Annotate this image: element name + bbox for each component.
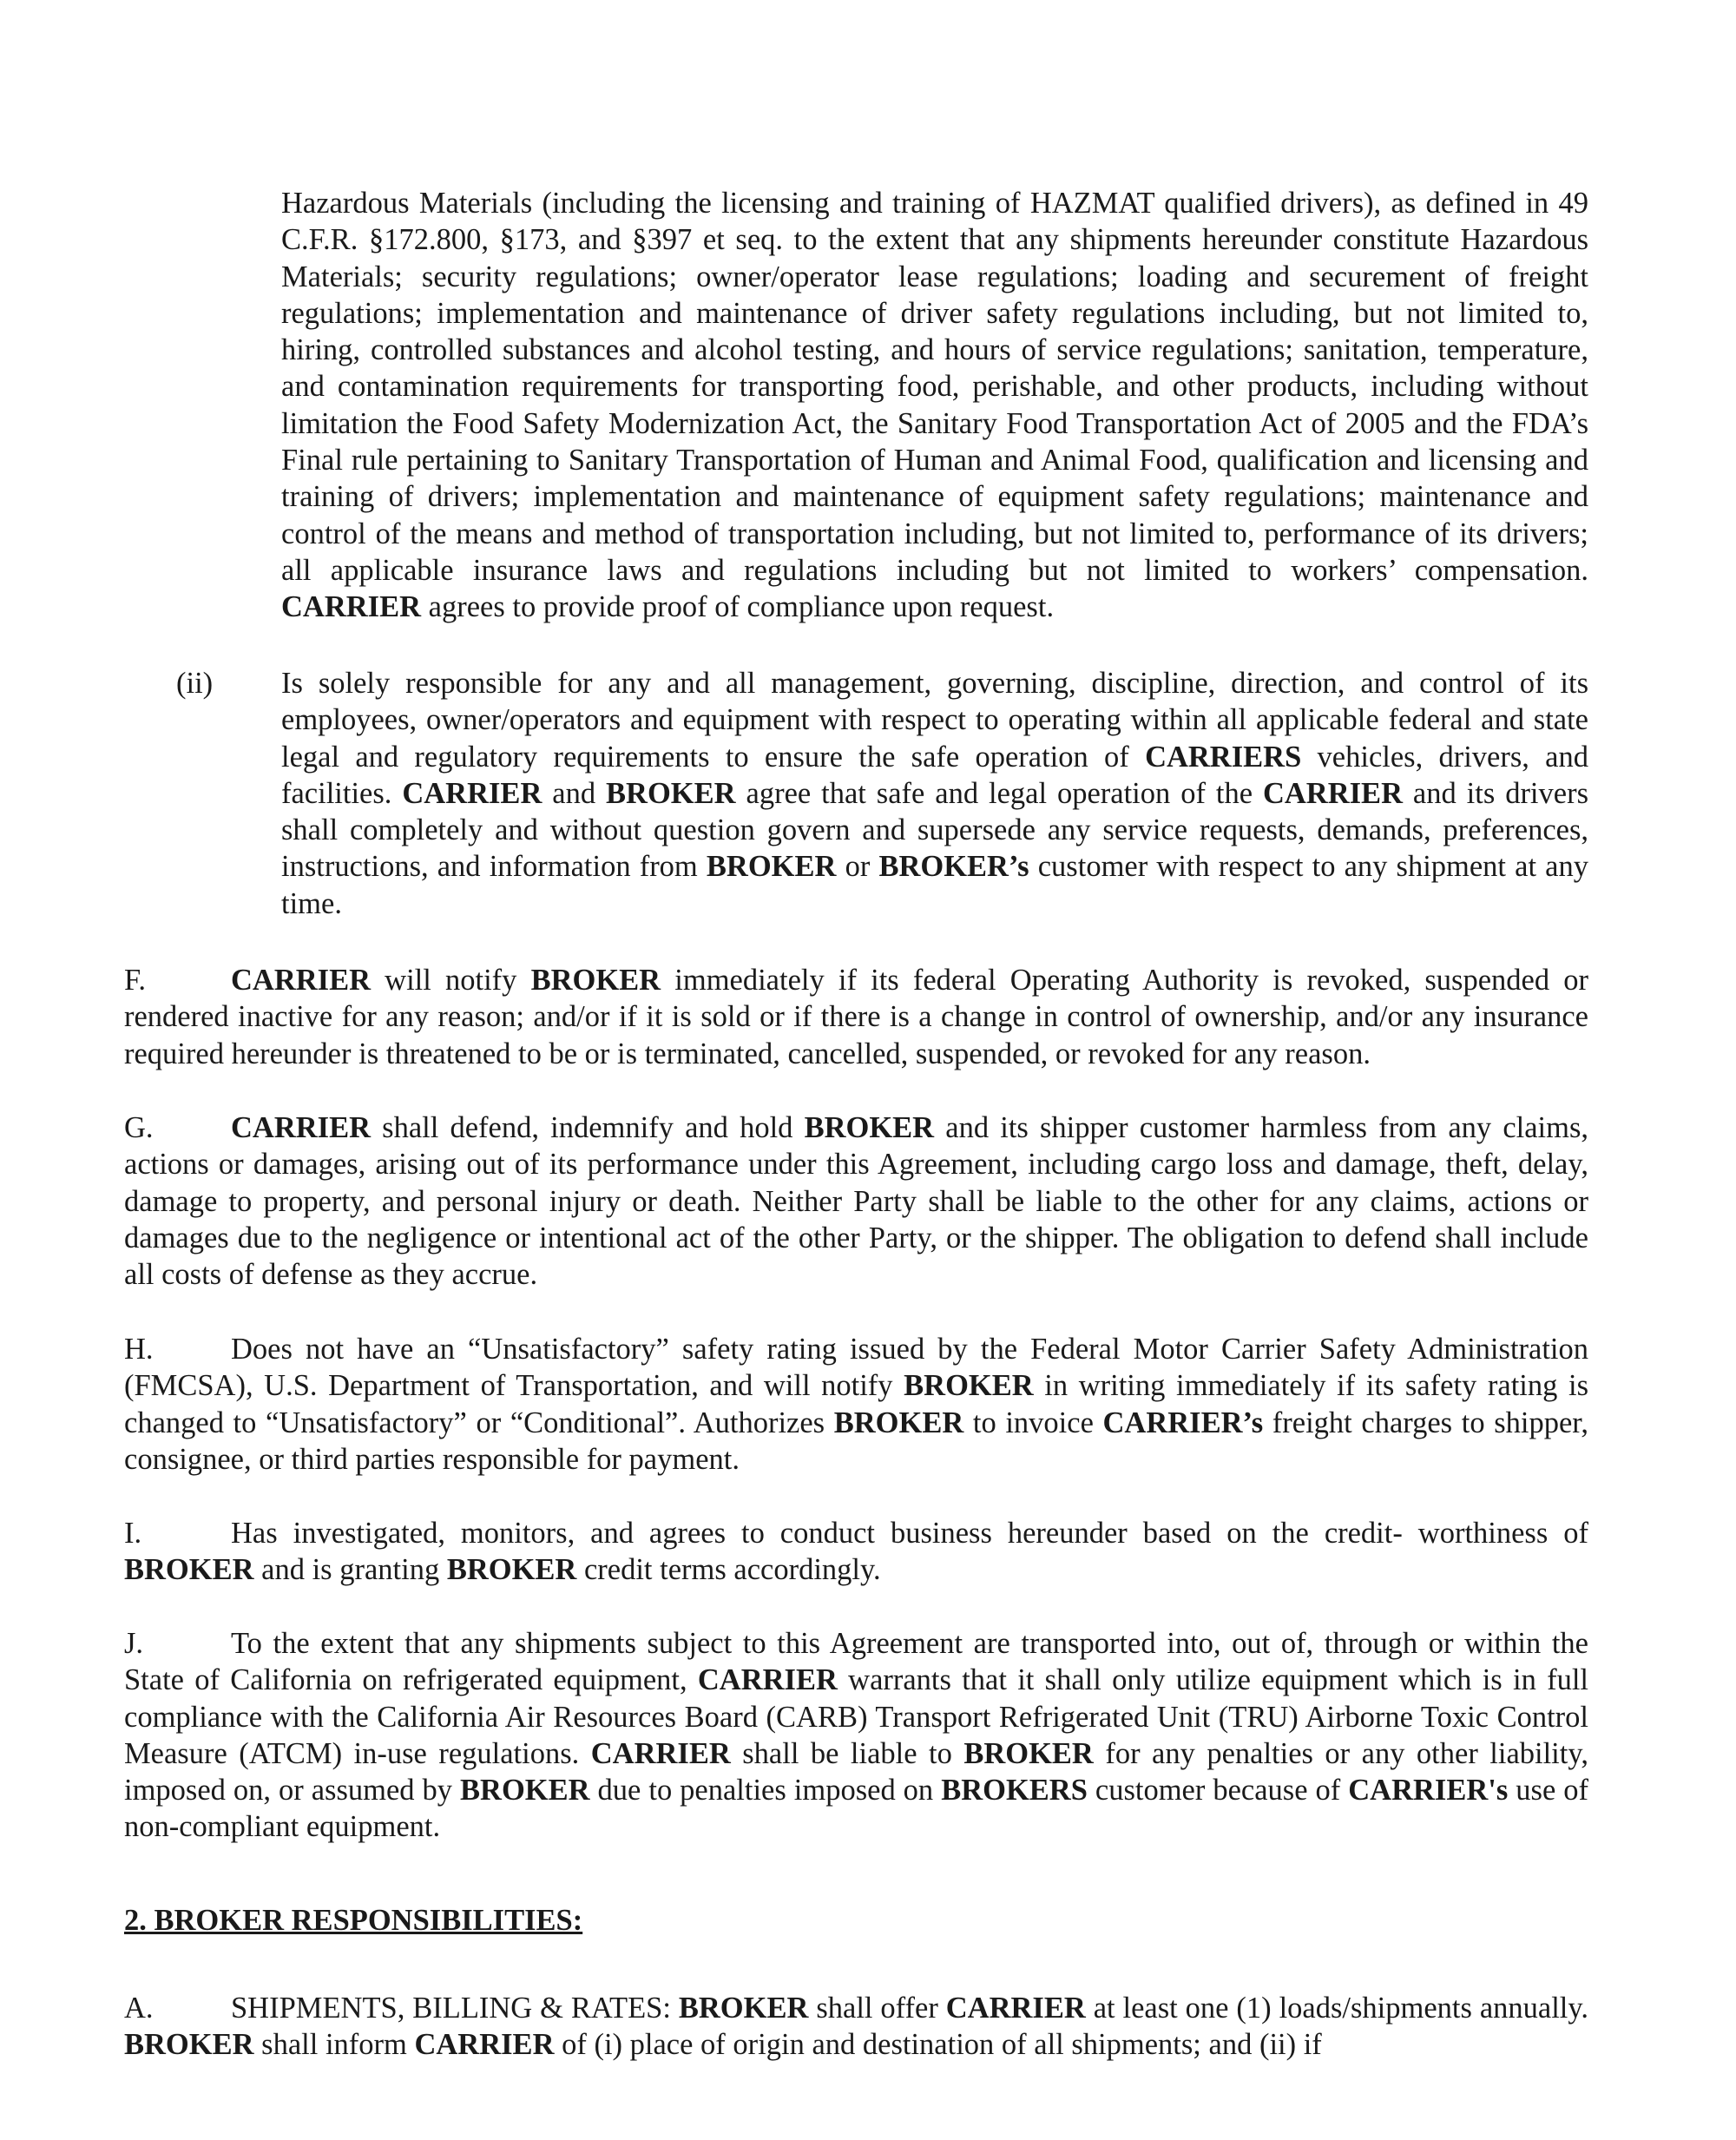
text-run: shall be liable to [730, 1736, 964, 1770]
text-run: in writing immediately if its safety rating is changed to “Unsatisfactory” or “Conditional”. Authorizes [124, 1369, 1596, 1439]
bold-term: BROKER [904, 1369, 1034, 1403]
broker-responsibilities-heading: 2. BROKER RESPONSIBILITIES: [124, 1904, 583, 1937]
clause-f-label: F. [124, 964, 147, 997]
clause-h [124, 1331, 1596, 1478]
text-run: use of non-compliant equipment. [124, 1774, 1596, 1844]
clause-f-text [124, 964, 1596, 1070]
clause-f [124, 962, 1596, 1072]
bold-term: CARRIER [414, 2028, 555, 2062]
clause-j-text [124, 1627, 1596, 1843]
text-run: SHIPMENTS, BILLING & RATES: [231, 1992, 679, 2025]
bold-term: CARRIER [945, 1992, 1086, 2025]
bold-term: CARRIER [697, 1663, 838, 1697]
text-run: agrees to provide proof of compliance upon request. [421, 590, 1055, 624]
text-run: agree that safe and legal operation of the [735, 776, 1263, 810]
clause-i-text [124, 1517, 1596, 1586]
bold-term: BROKER [706, 850, 837, 884]
text-run: Is solely responsible for any and all management, governing, discipline, direction, and control of its employees, owner/operators and equipment with respect to operating within all applicable federal and state legal and regulatory requirements to ensure the safe operation of [281, 667, 1596, 774]
text-run: to invoice [963, 1406, 1103, 1439]
text-run: Has investigated, monitors, and agrees to conduct business hereunder based on the credit- worthiness of [231, 1517, 1596, 1550]
text-run: warrants that it shall only utilize equipment which is in full compliance with the California Air Resources Board (CARB) Transport Refrigerated Unit (TRU) Airborne Toxic Control Measure (ATCM) in-use regulations. [124, 1663, 1596, 1770]
clause-e-i-continuation [281, 185, 1596, 626]
clause-g [124, 1110, 1596, 1293]
bold-term: BROKER [460, 1774, 590, 1807]
clause-ii-text [281, 665, 1596, 922]
bold-term: BROKER [804, 1111, 935, 1144]
bold-term: CARRIER [281, 590, 422, 624]
bold-term: CARRIER [231, 964, 372, 997]
text-run: due to penalties imposed on [589, 1774, 942, 1807]
clause-a-label: A. [124, 1992, 154, 2025]
text-run: Hazardous Materials (including the licensing and training of HAZMAT qualified drivers), as defined in 49 C.F.R. §172.800, §173, and §397 et seq. to the extent that any shipments hereunder constitute Hazardous Materials; security regulations; owner/operator lease regulations; loading and securement of freight regulations; implementation and maintenance of driver safety regulations including, but not limited to, hiring, controlled substances and alcohol testing, and hours of service regulations; sanitation, temperature, and contamination requirements for transporting food, perishable, and other products, including without limitation the Food Safety Modernization Act, the Sanitary Food Transportation Act of 2005 and the FDA’s Final rule pertaining to Sanitary Transportation of Human and Animal Food, qualification and licensing and training of drivers; implementation and maintenance of equipment safety regulations; maintenance and control of the means and method of transportation including, but not limited to, performance of its drivers; all applicable insurance laws and regulations including but not limited to workers’ compensation. [281, 187, 1596, 587]
clause-h-label: H. [124, 1333, 154, 1366]
bold-term: BROKERS [941, 1774, 1088, 1807]
text-run: for any penalties or any other liability, imposed on, or assumed by [124, 1736, 1596, 1807]
text-run: or [836, 850, 879, 884]
clause-j [124, 1625, 1596, 1846]
text-run: shall offer [808, 1992, 946, 2025]
bold-term: CARRIER [590, 1736, 731, 1770]
bold-term: BROKER [606, 776, 736, 810]
bold-term: BROKER [678, 1992, 809, 2025]
bold-term: CARRIERS [1145, 740, 1302, 774]
bold-term: CARRIER [231, 1111, 372, 1144]
text-run: freight charges to shipper, consignee, or third parties responsible for payment. [124, 1406, 1596, 1476]
bold-term: BROKER’s [878, 850, 1029, 884]
text-run: To the extent that any shipments subject to this Agreement are transported into, out of, through or within the State of California on refrigerated equipment, [124, 1627, 1596, 1697]
bold-term: CARRIER [1262, 776, 1403, 810]
clause-j-label: J. [124, 1627, 144, 1660]
clause-a-text [124, 1992, 1596, 2061]
clause-ii-label: (ii) [176, 667, 214, 700]
text-run: at least one (1) loads/shipments annually. [1085, 1992, 1596, 2025]
text-run: and its shipper customer harmless from any claims, actions or damages, arising out of its performance under this Agreement, including cargo loss and damage, theft, delay, damage to property, and personal injury or death. Neither Party shall be liable to the other for any claims, actions or damages due to the negligence or intentional act of the other Party, or the shipper. The obligation to defend shall include all costs of defense as they accrue. [124, 1111, 1596, 1292]
text-run: credit terms accordingly. [576, 1553, 881, 1587]
text-run: and its drivers shall completely and without question govern and supersede any service requests, demands, preferences, instructions, and information from [281, 776, 1596, 884]
clause-g-text [124, 1111, 1596, 1291]
bold-term: CARRIER’s [1102, 1406, 1264, 1439]
clause-i-label: I. [124, 1517, 142, 1550]
text-run: Does not have an “Unsatisfactory” safety rating issued by the Federal Motor Carrier Safety Administration (FMCSA), U.S. Department of Transportation, and will notify [124, 1333, 1596, 1403]
text-run: customer with respect to any shipment at any time. [281, 850, 1596, 920]
bold-term: BROKER [963, 1736, 1094, 1770]
text-run: vehicles, drivers, and facilities. [281, 740, 1596, 810]
clause-g-label: G. [124, 1111, 154, 1144]
text-run: customer because of [1087, 1774, 1349, 1807]
text-run: shall defend, indemnify and hold [371, 1111, 805, 1144]
text-run: of (i) place of origin and destination of all shipments; and (ii) if [554, 2028, 1322, 2062]
text-run: immediately if its federal Operating Authority is revoked, suspended or rendered inactive for any reason; and/or if it is sold or if there is a change in control of ownership, and/or any insurance required hereunder is threatened to be or is terminated, cancelled, suspended, or revoked for any reason. [124, 964, 1596, 1070]
bold-term: CARRIER's [1348, 1774, 1509, 1807]
bold-term: CARRIER [402, 776, 542, 810]
text-run: and [542, 776, 607, 810]
clause-h-text [124, 1333, 1596, 1476]
bold-term: BROKER [446, 1553, 577, 1587]
text-run: shall inform [253, 2028, 415, 2062]
text-run: and is granting [253, 1553, 447, 1587]
bold-term: BROKER [833, 1406, 964, 1439]
bold-term: BROKER [530, 964, 661, 997]
clause-i [124, 1515, 1596, 1589]
text-run: will notify [371, 964, 531, 997]
bold-term: BROKER [124, 1553, 254, 1587]
bold-term: BROKER [124, 2028, 254, 2062]
clause-a [124, 1990, 1596, 2064]
